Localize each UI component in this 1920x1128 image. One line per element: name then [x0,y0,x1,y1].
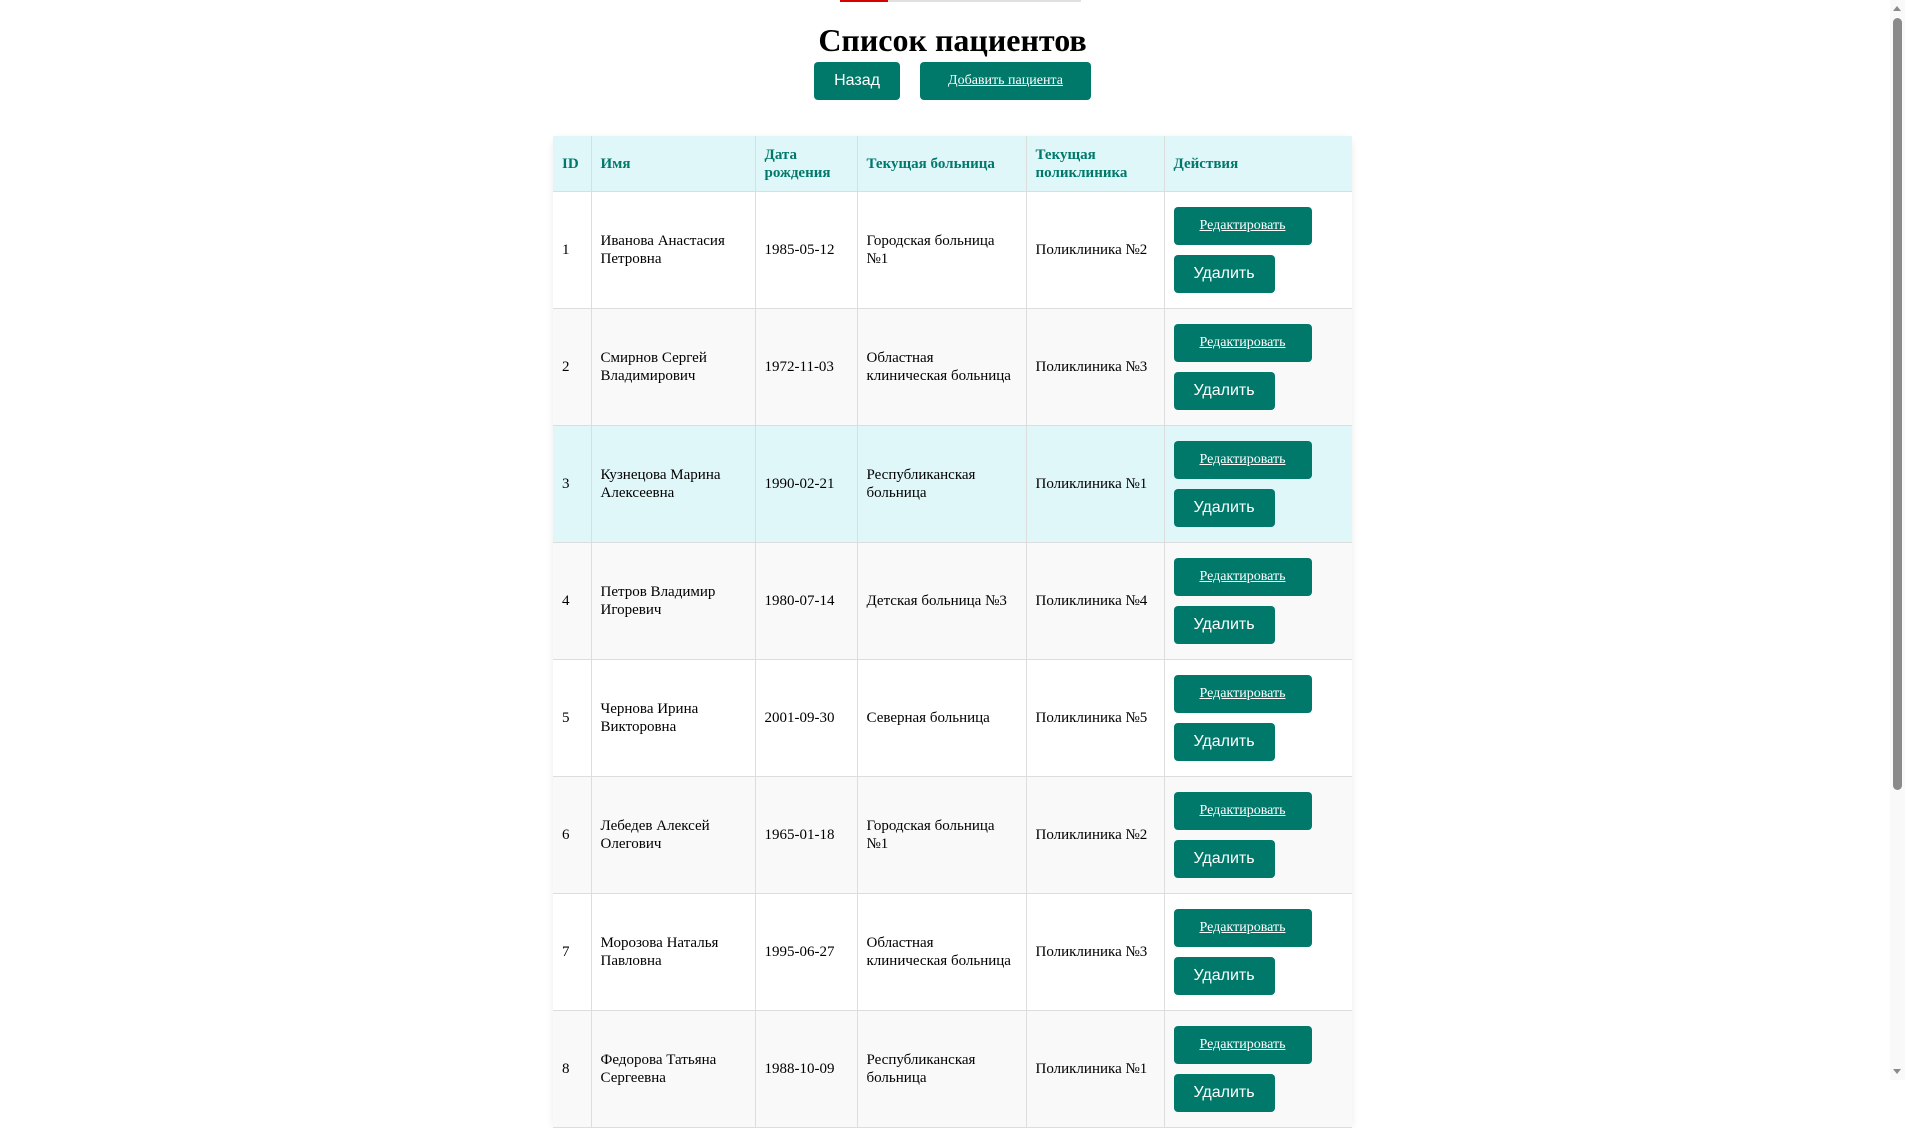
column-header-dob: Дата рождения [755,136,857,192]
table-body [553,192,1352,1128]
cell-actions [1164,660,1352,777]
edit-patient-button[interactable]: Редактировать [1174,207,1312,245]
delete-patient-button[interactable]: Удалить [1174,723,1275,761]
row-actions [1174,792,1344,878]
cell-clinic: Поликлиника №5 [1026,660,1164,777]
cell-actions [1164,543,1352,660]
cell-hospital: Детская больница №3 [857,543,1026,660]
delete-patient-button[interactable]: Удалить [1174,489,1275,527]
column-header-hospital: Текущая больница [857,136,1026,192]
cell-dob: 1985-05-12 [755,192,857,309]
add-patient-button[interactable]: Добавить пациента [920,62,1091,100]
delete-patient-button[interactable]: Удалить [1174,372,1275,410]
loading-progress-bar [840,0,1081,2]
cell-id: 5 [553,660,591,777]
cell-dob: 1995-06-27 [755,894,857,1011]
cell-name: Морозова Наталья Павловна [591,894,755,1011]
edit-patient-button[interactable]: Редактировать [1174,909,1312,947]
cell-clinic: Поликлиника №2 [1026,192,1164,309]
cell-name: Смирнов Сергей Владимирович [591,309,755,426]
cell-clinic: Поликлиника №1 [1026,1011,1164,1128]
patients-table [553,136,1352,1128]
cell-dob: 1990-02-21 [755,426,857,543]
cell-id: 1 [553,192,591,309]
back-button[interactable]: Назад [814,62,900,100]
cell-id: 2 [553,309,591,426]
delete-patient-button[interactable]: Удалить [1174,606,1275,644]
cell-hospital: Областная клиническая больница [857,894,1026,1011]
cell-hospital: Республиканская больница [857,426,1026,543]
cell-name: Петров Владимир Игоревич [591,543,755,660]
delete-patient-button[interactable]: Удалить [1174,957,1275,995]
edit-patient-button[interactable]: Редактировать [1174,675,1312,713]
cell-id: 3 [553,426,591,543]
cell-name: Кузнецова Марина Алексеевна [591,426,755,543]
edit-patient-button[interactable]: Редактировать [1174,792,1312,830]
cell-dob: 1988-10-09 [755,1011,857,1128]
column-header-actions: Действия [1164,136,1352,192]
table-row [553,309,1352,426]
cell-clinic: Поликлиника №2 [1026,777,1164,894]
cell-name: Лебедев Алексей Олегович [591,777,755,894]
page-title: Список пациентов [818,22,1087,58]
cell-actions [1164,777,1352,894]
cell-dob: 1972-11-03 [755,309,857,426]
table-row [553,543,1352,660]
edit-patient-button[interactable]: Редактировать [1174,441,1312,479]
delete-patient-button[interactable]: Удалить [1174,1074,1275,1112]
cell-dob: 2001-09-30 [755,660,857,777]
row-actions [1174,324,1344,410]
cell-actions [1164,309,1352,426]
cell-dob: 1980-07-14 [755,543,857,660]
edit-patient-button[interactable]: Редактировать [1174,324,1312,362]
top-actions [814,62,1091,100]
edit-patient-button[interactable]: Редактировать [1174,1026,1312,1064]
row-actions [1174,1026,1344,1112]
table-row [553,192,1352,309]
cell-id: 8 [553,1011,591,1128]
vertical-scrollbar[interactable] [1890,0,1905,1080]
patients-table-container [553,136,1352,1128]
cell-dob: 1965-01-18 [755,777,857,894]
delete-patient-button[interactable]: Удалить [1174,255,1275,293]
cell-clinic: Поликлиника №3 [1026,894,1164,1011]
cell-id: 6 [553,777,591,894]
cell-name: Федорова Татьяна Сергеевна [591,1011,755,1128]
cell-actions [1164,192,1352,309]
scroll-up-arrow-icon[interactable] [1893,6,1901,11]
row-actions [1174,675,1344,761]
table-row [553,1011,1352,1128]
row-actions [1174,441,1344,527]
delete-patient-button[interactable]: Удалить [1174,840,1275,878]
table-row [553,894,1352,1011]
cell-actions [1164,426,1352,543]
loading-progress-fill [840,0,888,2]
cell-clinic: Поликлиника №4 [1026,543,1164,660]
cell-hospital: Республиканская больница [857,1011,1026,1128]
scroll-down-arrow-icon[interactable] [1893,1069,1901,1074]
column-header-name: Имя [591,136,755,192]
cell-actions [1164,1011,1352,1128]
cell-clinic: Поликлиника №1 [1026,426,1164,543]
cell-id: 7 [553,894,591,1011]
edit-patient-button[interactable]: Редактировать [1174,558,1312,596]
cell-actions [1164,894,1352,1011]
scrollbar-thumb[interactable] [1893,18,1902,790]
table-row [553,426,1352,543]
cell-hospital: Северная больница [857,660,1026,777]
cell-clinic: Поликлиника №3 [1026,309,1164,426]
table-header-row [553,136,1352,192]
cell-hospital: Городская больница №1 [857,777,1026,894]
column-header-id: ID [553,136,591,192]
row-actions [1174,207,1344,293]
row-actions [1174,558,1344,644]
table-row [553,777,1352,894]
row-actions [1174,909,1344,995]
table-row [553,660,1352,777]
column-header-clinic: Текущая поликлиника [1026,136,1164,192]
cell-name: Чернова Ирина Викторовна [591,660,755,777]
cell-hospital: Областная клиническая больница [857,309,1026,426]
cell-name: Иванова Анастасия Петровна [591,192,755,309]
cell-hospital: Городская больница №1 [857,192,1026,309]
cell-id: 4 [553,543,591,660]
